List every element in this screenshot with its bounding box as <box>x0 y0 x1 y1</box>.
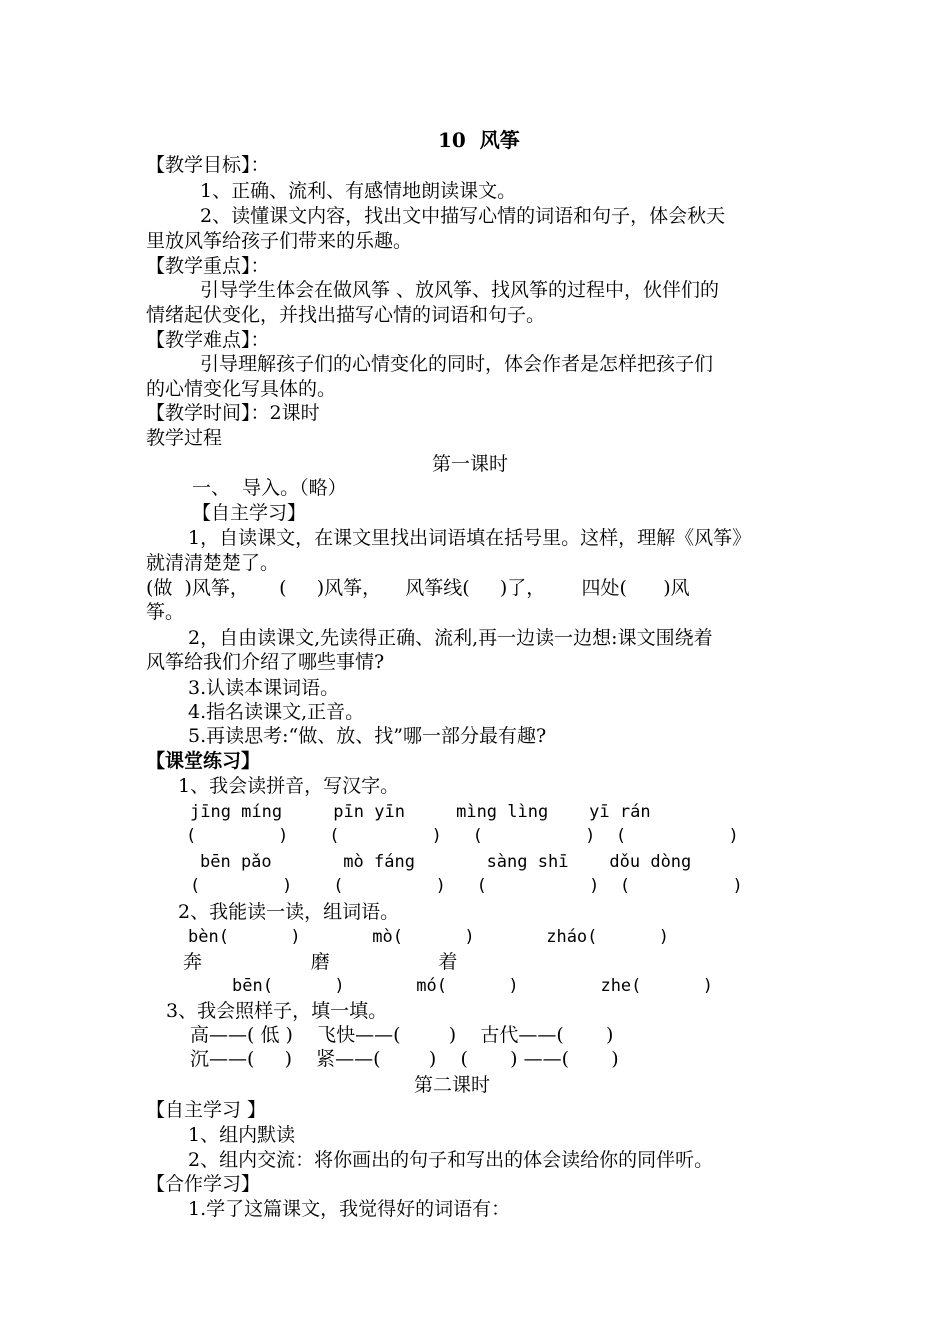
text-line: 风筝给我们介绍了哪些事情? <box>146 651 385 673</box>
section-heading-self-study-2: 【自主学习 】 <box>146 1099 267 1121</box>
blank-row: ( ) ( ) ( ) ( ) <box>186 826 739 846</box>
antonym-row: 高——( 低 ) 飞快——( ) 古代——( ) <box>190 1024 614 1046</box>
section-heading-difficulties: 【教学难点】： <box>146 329 270 351</box>
section-heading-practice: 【课堂练习】 <box>146 750 261 772</box>
text-line: 1、我会读拼音，写汉字。 <box>178 775 400 797</box>
text-line: 3.认读本课词语。 <box>188 677 340 699</box>
section-heading-process: 教学过程 <box>146 427 223 449</box>
pinyin-row: bèn( ) mò( ) zháo( ) <box>188 927 670 947</box>
text-line: 5.再读思考:“做、放、找”哪一部分最有趣? <box>188 725 547 747</box>
text-line: 的心情变化写具体的。 <box>146 378 337 400</box>
period-heading-first: 第一课时 <box>432 453 509 475</box>
lesson-title: 10 风筝 <box>438 128 520 152</box>
text-line: 引导理解孩子们的心情变化的同时，体会作者是怎样把孩子们 <box>200 353 714 375</box>
text-line: 2、读懂课文内容，找出文中描写心情的词语和句子，体会秋天 <box>200 205 726 227</box>
section-heading-self-study: 【自主学习】 <box>192 502 307 524</box>
text-line: 1，自读课文，在课文里找出词语填在括号里。这样，理解《风筝》 <box>188 527 752 549</box>
blank-row: ( ) ( ) ( ) ( ) <box>190 876 743 896</box>
section-heading-cooperative: 【合作学习】 <box>146 1173 261 1195</box>
text-line: 一、 导入。（略） <box>192 477 347 499</box>
fill-blank-line: (做 )风筝， ( )风筝， 风筝线( )了， 四处( )风 <box>146 577 690 599</box>
text-line: 2、组内交流：将你画出的句子和写出的体会读给你的同伴听。 <box>188 1149 714 1171</box>
period-heading-second: 第二课时 <box>414 1074 491 1096</box>
text-line: 2，自由读课文,先读得正确、流利,再一边读一边想:课文围绕着 <box>188 627 713 649</box>
section-heading-objectives: 【教学目标】： <box>146 154 270 176</box>
section-heading-key-points: 【教学重点】： <box>146 255 270 277</box>
text-line: 1.学了这篇课文，我觉得好的词语有： <box>188 1198 511 1220</box>
antonym-row: 沉——( ) 紧——( ) ( ) ——( ) <box>190 1048 619 1070</box>
pinyin-row: jīng míng pīn yīn mìng lìng yī rán <box>190 802 651 822</box>
text-line: 就清清楚楚了。 <box>146 552 280 574</box>
section-heading-time: 【教学时间】：2课时 <box>146 402 320 424</box>
character-row: 奔 磨 着 <box>183 951 458 973</box>
text-line: 3、我会照样子，填一填。 <box>166 1000 388 1022</box>
text-line: 4.指名读课文,正音。 <box>188 701 365 723</box>
text-line: 里放风筝给孩子们带来的乐趣。 <box>146 230 413 252</box>
text-line: 1、组内默读 <box>188 1124 296 1146</box>
text-line: 引导学生体会在做风筝 、放风筝、找风筝的过程中，伙伴们的 <box>200 279 720 301</box>
pinyin-row: bēn pǎo mò fáng sàng shī dǒu dòng <box>200 852 692 872</box>
text-line: 1、正确、流利、有感情地朗读课文。 <box>200 180 517 202</box>
text-line: 筝。 <box>146 601 185 623</box>
text-line: 情绪起伏变化，并找出描写心情的词语和句子。 <box>146 304 546 326</box>
text-line: 2、我能读一读，组词语。 <box>178 901 400 923</box>
pinyin-row: bēn( ) mó( ) zhe( ) <box>232 976 714 996</box>
